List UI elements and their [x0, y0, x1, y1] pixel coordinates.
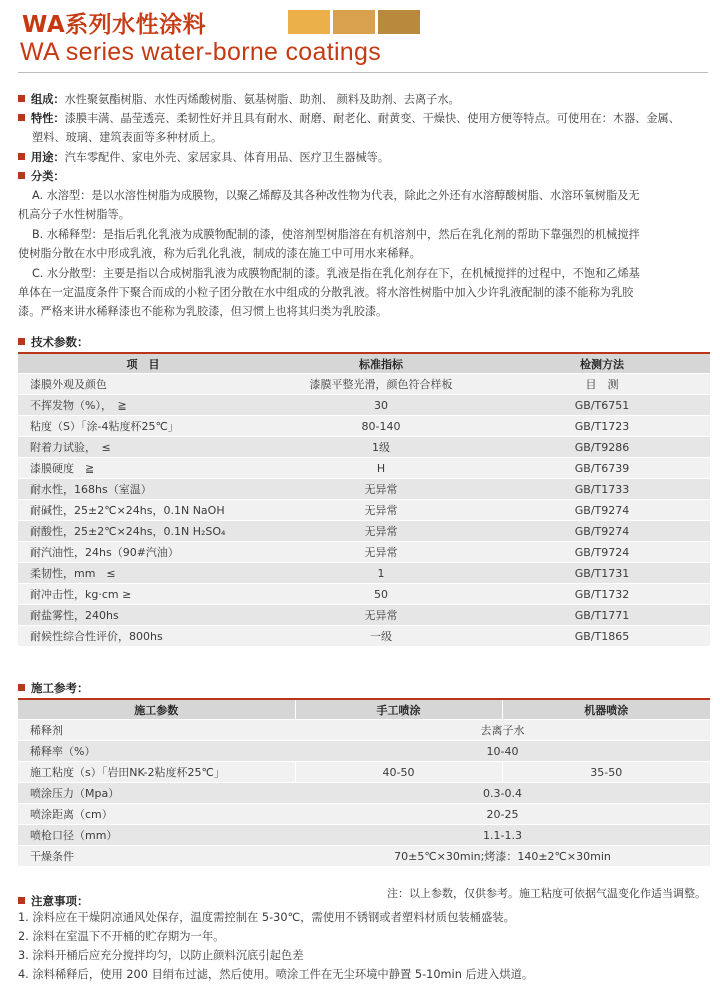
table-row: [18, 584, 710, 605]
table-row: [18, 626, 710, 647]
tech-section-heading: [18, 334, 89, 350]
param-cell: 耐候性综合性评价，800hs: [18, 626, 268, 647]
usage-text: 汽车零配件、家电外壳、家居家具、体育用品、医疗卫生器械等。: [64, 151, 390, 164]
value-cell: 10-40: [295, 741, 710, 762]
table-row: [18, 605, 710, 626]
table-row: [18, 720, 710, 741]
class-a-line-2: 机高分子水性树脂等。: [18, 208, 130, 221]
column-header: 施工参数: [18, 700, 295, 720]
composition-line: [18, 92, 710, 108]
bullet-square-icon: [18, 114, 25, 121]
method-cell: GB/T9274: [494, 500, 710, 521]
notes-section-label: 注意事项：: [31, 894, 89, 908]
notes-section-heading: [18, 893, 89, 909]
construction-note: 注：以上参数，仅供参考。施工粘度可依据气温变化作适当调整。: [387, 887, 706, 900]
color-swatch: [288, 10, 330, 34]
param-cell: 耐盐雾性，240hs: [18, 605, 268, 626]
value-cell: 1.1-1.3: [295, 825, 710, 846]
standard-cell: 一级: [268, 626, 494, 647]
class-c-line-2: 单体在一定温度条件下聚合而成的小粒子团分散在水中组成的分散乳液。将水溶性树脂中加入少许乳液配制的漆不能称为乳胶: [18, 286, 634, 299]
header-divider: [18, 72, 708, 73]
column-header: 项 目: [18, 354, 268, 374]
method-cell: GB/T6751: [494, 395, 710, 416]
standard-cell: 无异常: [268, 521, 494, 542]
method-cell: GB/T1865: [494, 626, 710, 647]
value-cell: 去离子水: [295, 720, 710, 741]
param-cell: 耐酸性，25±2℃×24hs，0.1N H₂SO₄: [18, 521, 268, 542]
method-cell: GB/T9724: [494, 542, 710, 563]
tech-params-table: [18, 354, 710, 646]
param-cell: 漆膜硬度 ≧: [18, 458, 268, 479]
table-row: [18, 563, 710, 584]
method-cell: GB/T9274: [494, 521, 710, 542]
method-cell: GB/T1732: [494, 584, 710, 605]
bullet-square-icon: [18, 338, 25, 345]
param-cell: 耐冲击性，kg·cm ≥: [18, 584, 268, 605]
standard-cell: 无异常: [268, 479, 494, 500]
composition-label: 组成：: [31, 93, 65, 106]
standard-cell: 80-140: [268, 416, 494, 437]
param-cell: 稀释率（%）: [18, 741, 295, 762]
table-row: [18, 804, 710, 825]
bullet-square-icon: [18, 172, 25, 179]
param-cell: 耐碱性，25±2℃×24hs，0.1N NaOH: [18, 500, 268, 521]
standard-cell: 漆膜平整光滑，颜色符合样板: [268, 374, 494, 395]
bullet-square-icon: [18, 153, 25, 160]
param-cell: 不挥发物（%）， ≧: [18, 395, 268, 416]
method-cell: GB/T1733: [494, 479, 710, 500]
usage-label: 用途：: [31, 151, 65, 164]
value-cell: 20-25: [295, 804, 710, 825]
param-cell: 稀释剂: [18, 720, 295, 741]
construction-section-heading: [18, 680, 89, 696]
table-row: [18, 395, 710, 416]
features-label: 特性：: [31, 112, 65, 125]
table-header-row: [18, 354, 710, 374]
table-row: [18, 479, 710, 500]
standard-cell: 1级: [268, 437, 494, 458]
machine-spray-cell: 35-50: [502, 762, 710, 783]
features-line-2: 塑料、玻璃、建筑表面等多种材质上。: [32, 131, 223, 144]
method-cell: GB/T6739: [494, 458, 710, 479]
table-row: [18, 521, 710, 542]
bullet-square-icon: [18, 897, 25, 904]
color-swatch: [333, 10, 375, 34]
note-item: 2. 涂料在室温下不开桶的贮存期为一年。: [18, 930, 225, 943]
table-row: [18, 458, 710, 479]
standard-cell: 50: [268, 584, 494, 605]
standard-cell: 无异常: [268, 500, 494, 521]
note-item: 3. 涂料开桶后应充分搅拌均匀，以防止颜料沉底引起色差: [18, 949, 304, 962]
param-cell: 漆膜外观及颜色: [18, 374, 268, 395]
standard-cell: 无异常: [268, 605, 494, 626]
page-subtitle: WA series water-borne coatings: [20, 38, 382, 66]
table-row: [18, 374, 710, 395]
table-row: [18, 783, 710, 804]
method-cell: GB/T1723: [494, 416, 710, 437]
standard-cell: 无异常: [268, 542, 494, 563]
param-cell: 喷枪口径（mm）: [18, 825, 295, 846]
param-cell: 附着力试验， ≤: [18, 437, 268, 458]
usage-line: [18, 150, 710, 166]
column-header: 手工喷涂: [295, 700, 502, 720]
table-row: [18, 500, 710, 521]
table-row: [18, 416, 710, 437]
manual-spray-cell: 40-50: [295, 762, 502, 783]
composition-text: 水性聚氨酯树脂、水性丙烯酸树脂、氨基树脂、助剂、 颜料及助剂、去离子水。: [64, 93, 460, 106]
param-cell: 粘度（S）「涂-4粘度杯25℃」: [18, 416, 268, 437]
note-item: 1. 涂料应在干燥阴凉通风处保存，温度需控制在 5-30℃，需使用不锈钢或者塑料材质包装桶盛装。: [18, 911, 515, 924]
construction-table: [18, 700, 710, 866]
param-cell: 干燥条件: [18, 846, 295, 867]
param-cell: 施工粘度（s）「岩田NK-2粘度杯25℃」: [18, 762, 295, 783]
class-b-line-2: 使树脂分散在水中形成乳液，称为后乳化乳液，制成的漆在施工中可用水来稀释。: [18, 247, 421, 260]
method-cell: GB/T1771: [494, 605, 710, 626]
features-line: [18, 111, 710, 127]
param-cell: 喷涂压力（Mpa）: [18, 783, 295, 804]
bullet-square-icon: [18, 95, 25, 102]
value-cell: 70±5℃×30min;烤漆：140±2℃×30min: [295, 846, 710, 867]
standard-cell: 1: [268, 563, 494, 584]
method-cell: 目 测: [494, 374, 710, 395]
class-b-line-1: B. 水稀释型：是指后乳化乳液为成膜物配制的漆，使溶剂型树脂溶在有机溶剂中，然后在乳化剂的帮助下靠强烈的机械搅拌: [32, 228, 640, 241]
table-row: [18, 825, 710, 846]
class-c-line-3: 漆。严格来讲水稀释漆也不能称为乳胶漆，但习惯上也将其归类为乳胶漆。: [18, 305, 388, 318]
classification-line: [18, 169, 710, 185]
tech-section-label: 技术参数：: [31, 335, 89, 349]
table-header-row: [18, 700, 710, 720]
classification-label: 分类：: [31, 170, 65, 183]
method-cell: GB/T9286: [494, 437, 710, 458]
method-cell: GB/T1731: [494, 563, 710, 584]
column-header: 标准指标: [268, 354, 494, 374]
color-swatch: [378, 10, 420, 34]
note-item: 4. 涂料稀释后，使用 200 目绢布过滤，然后使用。喷涂工件在无尘环境中静置 5-10min 后进入烘道。: [18, 968, 534, 981]
table-row: [18, 762, 710, 783]
color-swatch-bar: [288, 10, 420, 34]
param-cell: 耐汽油性，24hs（90#汽油）: [18, 542, 268, 563]
page-title: WA系列水性涂料: [22, 12, 207, 38]
column-header: 检测方法: [494, 354, 710, 374]
class-c-line-1: C. 水分散型：主要是指以合成树脂乳液为成膜物配制的漆。乳液是指在乳化剂存在下，在机械搅拌的过程中，不饱和乙烯基: [32, 267, 640, 280]
bullet-square-icon: [18, 684, 25, 691]
table-row: [18, 741, 710, 762]
table-row: [18, 846, 710, 867]
standard-cell: H: [268, 458, 494, 479]
column-header: 机器喷涂: [502, 700, 710, 720]
class-a-line-1: A. 水溶型：是以水溶性树脂为成膜物，以聚乙烯醇及其各种改性物为代表，除此之外还有水溶醇酸树脂、水溶环氧树脂及无: [32, 189, 640, 202]
table-row: [18, 437, 710, 458]
param-cell: 喷涂距离（cm）: [18, 804, 295, 825]
param-cell: 耐水性，168hs（室温）: [18, 479, 268, 500]
features-text: 漆膜丰满、晶莹透亮、柔韧性好并且具有耐水、耐磨、耐老化、耐黄变、干燥快、使用方便等特点。可使用在：木器、金属、: [64, 112, 680, 125]
param-cell: 柔韧性，mm ≤: [18, 563, 268, 584]
table-row: [18, 542, 710, 563]
construction-section-label: 施工参考：: [31, 681, 89, 695]
value-cell: 0.3-0.4: [295, 783, 710, 804]
standard-cell: 30: [268, 395, 494, 416]
